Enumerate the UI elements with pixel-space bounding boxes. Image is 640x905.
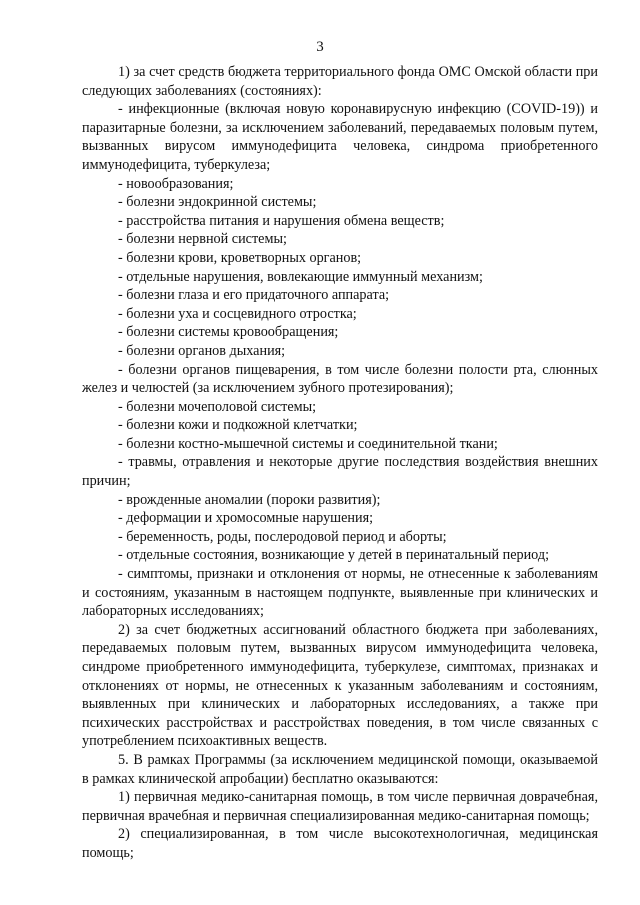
list-item-chromosomal: - деформации и хромосомные нарушения; (118, 510, 374, 527)
page-number: 3 (316, 39, 324, 55)
list-item-nervous: - болезни нервной системы; (118, 231, 287, 248)
list-item-congenital: - врожденные аномалии (пороки развития); (118, 491, 381, 508)
list-item-circulatory: - болезни системы кровообращения; (118, 324, 339, 341)
list-item-infectious: - инфекционные (включая новую коронавирусную инфекцию (COVID-19)) и паразитарные болезни, за исключением заболеваний, передаваемых половым путем, вызванных вирусом иммунодефицита человека, синдрома приобретенного иммунодефицита, туберкулеза; (82, 101, 598, 173)
list-item-digestive: - болезни органов пищеварения, в том числе болезни полости рта, слюнных желез и челюстей (за исключением зубного протезирования); (82, 361, 598, 397)
list-item-skin: - болезни кожи и подкожной клетчатки; (118, 417, 358, 434)
paragraph-item-1-intro: 1) за счет средств бюджета территориального фонда ОМС Омской области при следующих заболеваниях (состояниях): (82, 64, 598, 99)
document-body (82, 63, 598, 863)
paragraph-primary-care: 1) первичная медико-санитарная помощь, в том числе первичная доврачебная, первичная врачебная и первичная специализированная медико-санитарная помощь; (82, 789, 598, 824)
list-item-perinatal: - отдельные состояния, возникающие у детей в перинатальный период; (118, 547, 550, 564)
list-item-pregnancy: - беременность, роды, послеродовой период и аборты; (118, 528, 447, 545)
list-item-endocrine: - болезни эндокринной системы; (118, 194, 317, 211)
list-item-symptoms: - симптомы, признаки и отклонения от нормы, не отнесенные к заболеваниям и состояниям, указанным в настоящем подпункте, выявленные при клинических и лабораторных исследованиях; (82, 566, 598, 620)
list-item-blood: - болезни крови, кроветворных органов; (118, 249, 362, 266)
paragraph-specialized-care: 2) специализированная, в том числе высокотехнологичная, медицинская помощь; (82, 826, 598, 861)
paragraph-item-2-regional-budget: 2) за счет бюджетных ассигнований областного бюджета при заболеваниях, передаваемых половым путем, вызванных вирусом иммунодефицита человека, синдроме приобретенного иммунодефицита, туберкулезе, симптомах, признаках и отклонениях от нормы, не отнесенных к указанным заболеваниям и состояниям, выявленных при клинических и лабораторных исследованиях, а также при психических расстройствах и расстройствах поведения, в том числе связанных с употреблением психоактивных веществ. (82, 621, 598, 750)
list-item-respiratory: - болезни органов дыхания; (118, 342, 286, 359)
paragraph-section-5: 5. В рамках Программы (за исключением медицинской помощи, оказываемой в рамках клинической апробации) бесплатно оказываются: (82, 751, 598, 787)
list-item-eye: - болезни глаза и его придаточного аппарата; (118, 287, 390, 304)
list-item-ear: - болезни уха и сосцевидного отростка; (118, 305, 357, 322)
list-item-genitourinary: - болезни мочеполовой системы; (118, 398, 317, 415)
list-item-injuries: - травмы, отравления и некоторые другие последствия воздействия внешних причин; (82, 454, 598, 490)
list-item-musculoskeletal: - болезни костно-мышечной системы и соединительной ткани; (118, 435, 498, 452)
list-item-neoplasms: - новообразования; (118, 175, 234, 192)
list-item-nutrition: - расстройства питания и нарушения обмена веществ; (118, 212, 445, 229)
list-item-immune: - отдельные нарушения, вовлекающие иммунный механизм; (118, 268, 483, 285)
